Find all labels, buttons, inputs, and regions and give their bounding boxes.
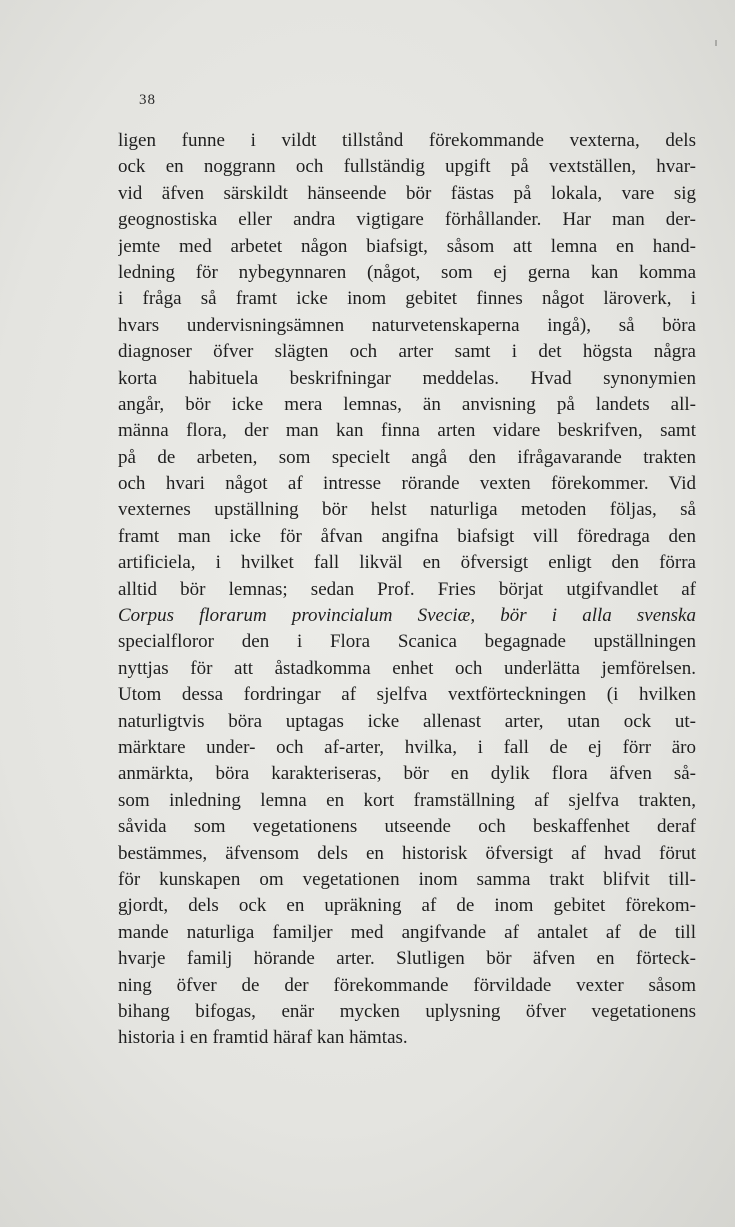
text-line: historia i en framtid häraf kan hämtas. (118, 1027, 408, 1049)
text-line: för kunskapen om vegetationen inom samma trakt blifvit till- (118, 868, 696, 890)
text-line: diagnoser öfver slägten och arter samt i det högsta några (118, 341, 696, 363)
text-line: gjordt, dels ock en upräkning af de inom gebitet förekom- (118, 895, 696, 917)
text-line: och hvari något af intresse rörande vexten förekommer. Vid (118, 473, 696, 495)
text-line: Corpus florarum provincialum Sveciæ, bör i alla svenska (118, 605, 696, 627)
text-line: ock en noggrann och fullständig upgift på vextställen, hvar- (118, 156, 696, 178)
text-line: männa flora, der man kan finna arten vidare beskrifven, samt (118, 420, 696, 442)
text-line: som inledning lemna en kort framställning af sjelfva trakten, (118, 789, 696, 811)
text-line: ligen funne i vildt tillstånd förekommande vexterna, dels (118, 130, 696, 151)
text-line: framt man icke för åfvan angifna biafsigt vill föredraga den (118, 525, 696, 547)
text-line: såvida som vegetationens utseende och beskaffenhet deraf (118, 816, 696, 838)
text-line: mande naturliga familjer med angifvande af antalet af de till (118, 921, 696, 943)
text-line: ledning för nybegynnaren (något, som ej gerna kan komma (118, 261, 696, 283)
text-line: på de arbeten, som specielt angå den ifrågavarande trakten (118, 446, 696, 468)
text-line: i fråga så framt icke inom gebitet finnes något läroverk, i (118, 288, 696, 310)
text-line: hvars undervisningsämnen naturvetenskaperna ingå), så böra (118, 314, 696, 336)
text-line: vexternes upställning bör helst naturliga metoden följas, så (118, 499, 696, 521)
scan-speck (715, 40, 717, 46)
page-number: 38 (139, 92, 156, 108)
text-line: nyttjas för att åstadkomma enhet och underlätta jemförelsen. (118, 657, 696, 679)
text-line: alltid bör lemnas; sedan Prof. Fries börjat utgifvandlet af (118, 578, 696, 600)
body-text (118, 128, 696, 1052)
text-line: angår, bör icke mera lemnas, än anvisning på landets all- (118, 393, 696, 415)
text-line: jemte med arbetet någon biafsigt, såsom att lemna en hand- (118, 235, 696, 257)
text-line: ning öfver de der förekommande förvildade vexter såsom (118, 974, 696, 996)
text-line: artificiela, i hvilket fall likväl en öfversigt enligt den förra (118, 552, 696, 574)
text-line: bestämmes, äfvensom dels en historisk öfversigt af hvad förut (118, 842, 696, 864)
text-line: specialfloror den i Flora Scanica begagnade upställningen (118, 631, 696, 653)
text-line: geognostiska eller andra vigtigare förhållander. Har man der- (118, 209, 696, 231)
text-line: Utom dessa fordringar af sjelfva vextförteckningen (i hvilken (118, 684, 696, 706)
text-line: bihang bifogas, enär mycken uplysning öfver vegetationens (118, 1000, 696, 1022)
text-line: anmärkta, böra karakteriseras, bör en dylik flora äfven så- (118, 763, 696, 785)
text-line: korta habituela beskrifningar meddelas. Hvad synonymien (118, 367, 696, 389)
text-line: hvarje familj hörande arter. Slutligen bör äfven en förteck- (118, 948, 696, 970)
text-line: vid äfven särskildt hänseende bör fästas på lokala, vare sig (118, 182, 696, 204)
text-line: märktare under- och af-arter, hvilka, i fall de ej förr äro (118, 736, 696, 758)
text-line: naturligtvis böra uptagas icke allenast arter, utan ock ut- (118, 710, 696, 732)
